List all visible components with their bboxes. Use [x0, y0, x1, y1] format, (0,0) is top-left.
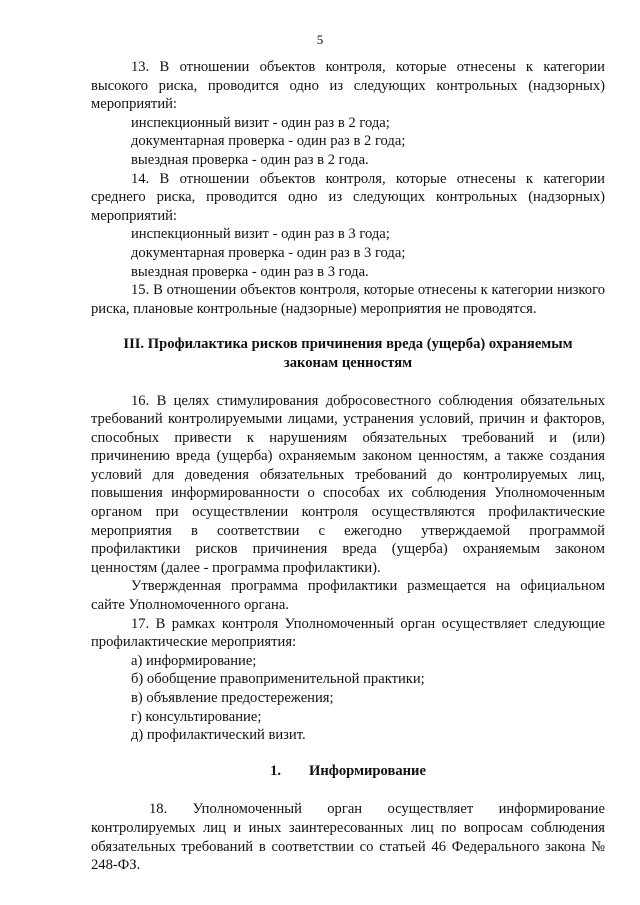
subsection-number: 1.: [270, 762, 282, 779]
paragraph-18: контролируемых лиц и иных заинтересованных лиц по вопросам соблюдения обязательных требований в соответствии со статьей 46 Федерального закона № 248-ФЗ.: [91, 819, 605, 874]
page-number: 5: [316, 32, 324, 47]
list-item: документарная проверка - один раз в 3 года;: [131, 244, 406, 261]
list-item: инспекционный визит - один раз в 2 года;: [131, 114, 390, 131]
paragraph-15: 15. В отношении объектов контроля, которые отнесены к категории низкого риска, плановые контрольные (надзорные) мероприятия не проводятся.: [91, 282, 605, 317]
paragraph-14: 14. В отношении объектов контроля, которые отнесены к категории среднего риска, проводится одно из следующих контрольных (надзорных) мероприятий:: [91, 170, 605, 224]
list-item: б) обобщение правоприменительной практики;: [131, 671, 425, 688]
word: орган: [327, 801, 363, 818]
list-item: инспекционный визит - один раз в 3 года;: [131, 226, 390, 243]
paragraph-16-continued: Утвержденная программа профилактики размещается на официальном сайте Уполномоченного органа.: [91, 578, 605, 614]
list-item: выездная проверка - один раз в 2 года.: [131, 151, 369, 168]
document-body: [91, 58, 605, 875]
list-item: выездная проверка - один раз в 3 года.: [131, 263, 369, 280]
list-item: г) консультирование;: [131, 708, 262, 725]
list-item: д) профилактический визит.: [131, 727, 306, 744]
subsection-title: Информирование: [309, 762, 426, 779]
list-item: документарная проверка - один раз в 2 года;: [131, 133, 406, 150]
paragraph-16: 16. В целях стимулирования добросовестного соблюдения обязательных требований контролируемыми лицами, устранения условий, причин и факторов, способных привести к нарушениям обязательных требований и (или) причинению вреда (ущерба) охраняемым законом ценностям, а также создания условий для доведения обязательных требований до контролируемых лиц, повышения информированности о способах их соблюдения Уполномоченным органом при осуществлении контроля осуществляются профилактические мероприятия в соответствии с ежегодно утверждаемой программой профилактики рисков причинения вреда (ущерба) охраняемым законом ценностям (далее - программа профилактики).: [91, 392, 605, 576]
paragraph-18-first-line: [91, 800, 605, 819]
list-item: в) объявление предостережения;: [131, 690, 334, 706]
word: 18.: [149, 801, 168, 818]
list-item: а) информирование;: [131, 652, 257, 669]
section-heading: III. Профилактика рисков причинения вреда (ущерба) охраняемым законам ценностям: [123, 336, 573, 371]
word: информирование: [498, 801, 605, 818]
paragraph-17: 17. В рамках контроля Уполномоченный орган осуществляет следующие профилактические мероприятия:: [91, 615, 605, 651]
word: Уполномоченный: [192, 801, 302, 818]
subsection-heading: [91, 762, 605, 781]
paragraph-13: 13. В отношении объектов контроля, которые отнесены к категории высокого риска, проводится одно из следующих контрольных (надзорных) мероприятий:: [91, 59, 605, 113]
word: осуществляет: [387, 801, 474, 818]
